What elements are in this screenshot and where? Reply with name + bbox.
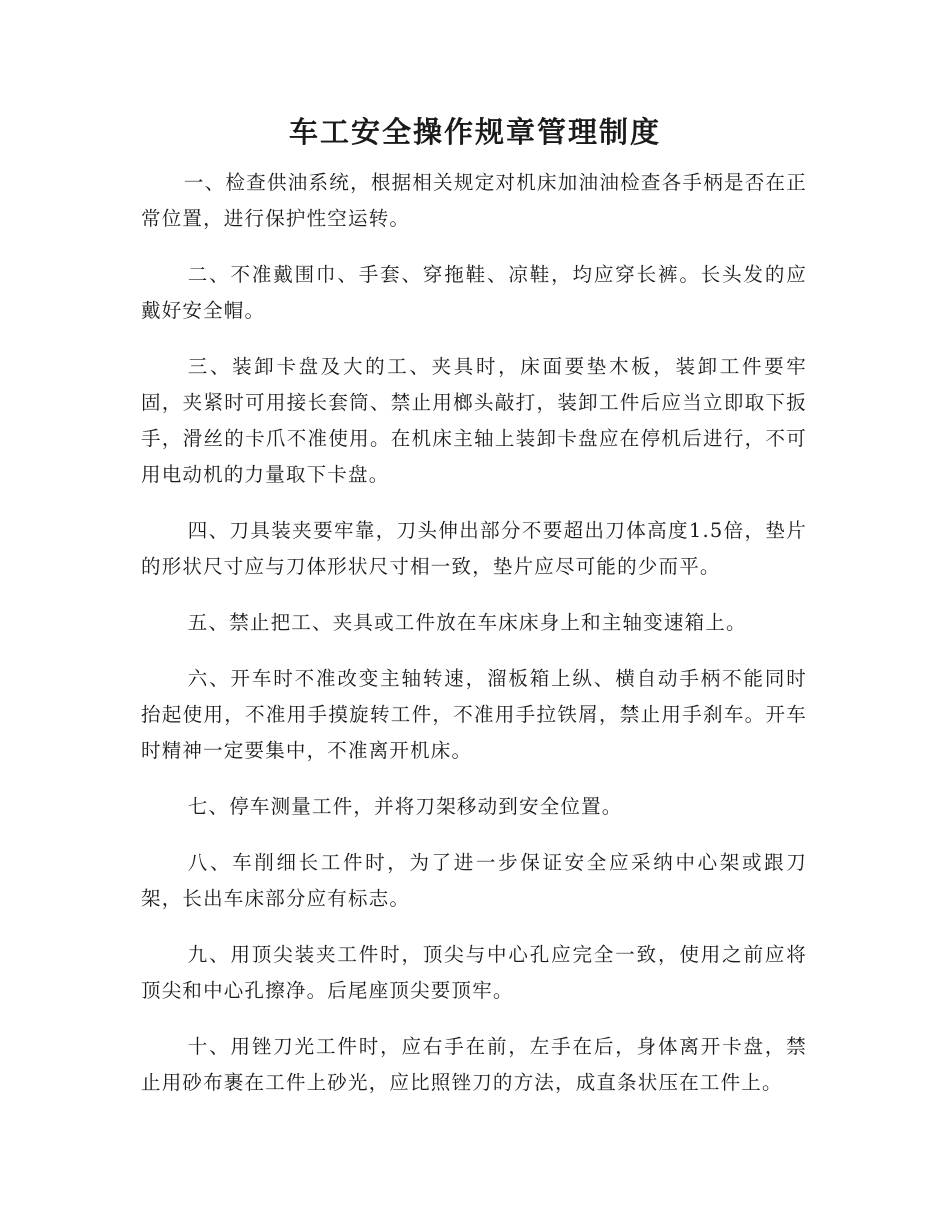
paragraph-8: 八、车削细长工件时，为了进一步保证安全应采纳中心架或跟刀架，长出车床部分应有标志。 [141, 851, 807, 910]
paragraph-10: 十、用锉刀光工件时，应右手在前，左手在后，身体离开卡盘，禁止用砂布裹在工件上砂光，应比照锉刀的方法，成直条状压在工件上。 [141, 1035, 807, 1094]
document-body [141, 165, 807, 1121]
paragraph-5: 五、禁止把工、夹具或工件放在车床床身上和主轴变速箱上。 [187, 611, 747, 634]
paragraph-9: 九、用顶尖装夹工件时，顶尖与中心孔应完全一致，使用之前应将顶尖和中心孔擦净。后尾座顶尖要顶牢。 [141, 943, 807, 1002]
document-title: 车工安全操作规章管理制度 [288, 115, 661, 149]
paragraph-4: 四、刀具装夹要牢靠，刀头伸出部分不要超出刀体高度1.5倍，垫片的形状尺寸应与刀体形状尺寸相一致，垫片应尽可能的少而平。 [141, 519, 807, 578]
paragraph-2: 二、不准戴围巾、手套、穿拖鞋、凉鞋，均应穿长裤。长头发的应戴好安全帽。 [141, 263, 807, 322]
paragraph-1: 一、检查供油系统，根据相关规定对机床加油油检查各手柄是否在正常位置，进行保护性空运转。 [141, 171, 807, 230]
paragraph-7: 七、停车测量工件，并将刀架移动到安全位置。 [187, 795, 623, 818]
paragraph-6: 六、开车时不准改变主轴转速，溜板箱上纵、横自动手柄不能同时抬起使用，不准用手摸旋转工件，不准用手拉铁屑，禁止用手刹车。开车时精神一定要集中，不准离开机床。 [141, 667, 807, 762]
paragraph-3: 三、装卸卡盘及大的工、夹具时，床面要垫木板，装卸工件要牢固，夹紧时可用接长套筒、禁止用榔头敲打，装卸工件后应当立即取下扳手，滑丝的卡爪不准使用。在机床主轴上装卸卡盘应在停机后进行，不可用电动机的力量取下卡盘。 [141, 355, 807, 486]
